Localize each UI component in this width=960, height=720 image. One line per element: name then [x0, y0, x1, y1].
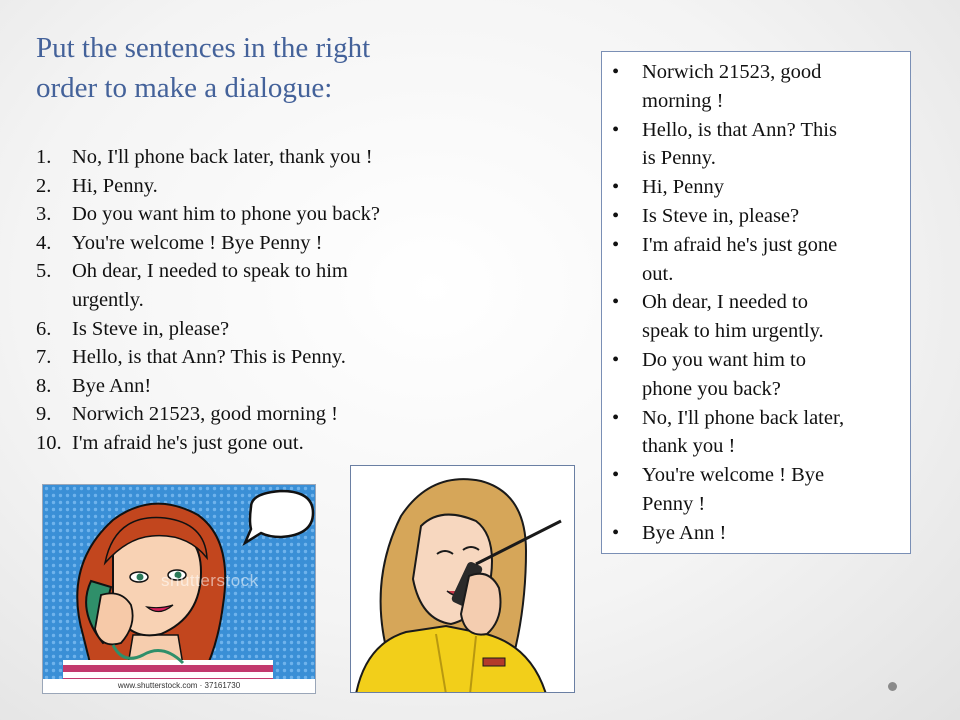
sentence-number: 1.	[36, 146, 52, 168]
woman-with-mobile-phone-image	[350, 465, 575, 693]
sentence-item	[36, 343, 556, 372]
dialogue-line-text: • I'm afraid he's just gone	[642, 233, 838, 256]
sentence-number: 8.	[36, 374, 52, 397]
slide-title	[36, 28, 556, 108]
dialogue-line-text: • Bye Ann !	[642, 521, 727, 544]
pop-art-woman-on-phone-image	[42, 484, 316, 694]
sentence-item	[36, 143, 556, 172]
dialogue-line-text: phone you back?	[642, 377, 781, 400]
dialogue-line-item	[642, 519, 910, 548]
dialogue-line-text: out.	[642, 262, 674, 285]
dialogue-line-item	[642, 346, 910, 404]
dialogue-line-item	[642, 288, 910, 346]
dialogue-line-text: • Oh dear, I needed to	[642, 291, 808, 314]
sentence-number: 7.	[36, 346, 52, 369]
sentence-item	[36, 372, 556, 401]
slide-indicator-dot	[888, 682, 897, 691]
title-line-1: Put the sentences in the right	[36, 32, 371, 64]
dialogue-line-text: is Penny.	[642, 147, 716, 170]
watermark-text: shutterstock	[161, 571, 259, 590]
dialogue-line-item	[642, 461, 910, 519]
sentence-item	[36, 400, 556, 429]
sentence-item	[36, 200, 556, 229]
dialogue-line-item	[642, 58, 910, 116]
dialogue-line-text: • Is Steve in, please?	[642, 204, 800, 227]
scrambled-sentence-list	[36, 143, 556, 458]
dialogue-line-text: • Hi, Penny	[642, 176, 724, 199]
dialogue-line-text: speak to him urgently.	[642, 320, 824, 343]
sentence-item	[36, 257, 556, 314]
sentence-text: No, I'll phone back later, thank you !	[72, 146, 373, 168]
dialogue-line-text: morning !	[642, 89, 724, 112]
sentence-text: Norwich 21523, good morning !	[72, 403, 338, 426]
sentence-text: Bye Ann!	[72, 374, 152, 397]
sentence-number: 2.	[36, 174, 52, 197]
dialogue-line-item	[642, 202, 910, 231]
dialogue-line-text: • Norwich 21523, good	[642, 61, 822, 83]
sentence-text: Oh dear, I needed to speak to him	[72, 260, 348, 283]
dialogue-line-text: • No, I'll phone back later,	[642, 406, 845, 429]
sentence-text: You're welcome ! Bye Penny !	[72, 231, 323, 254]
dialogue-line-text: • Hello, is that Ann? This	[642, 118, 837, 141]
sentence-text: Do you want him to phone you back?	[72, 203, 381, 226]
sentence-text: I'm afraid he's just gone out.	[72, 431, 304, 454]
dialogue-line-text: Penny !	[642, 492, 706, 515]
answer-box	[601, 51, 911, 554]
sentence-item	[36, 429, 556, 458]
dialogue-line-item	[642, 116, 910, 174]
sentence-item	[36, 315, 556, 344]
dialogue-line-item	[642, 173, 910, 202]
sentence-text: Hi, Penny.	[72, 174, 158, 197]
sentence-item	[36, 172, 556, 201]
sentence-item	[36, 229, 556, 258]
dialogue-line-text: thank you !	[642, 435, 736, 458]
sentence-text: Hello, is that Ann? This is Penny.	[72, 346, 346, 369]
sentence-text: urgently.	[72, 288, 144, 311]
dialogue-line-item	[642, 231, 910, 289]
sentence-number: 5.	[36, 260, 52, 283]
sentence-text: Is Steve in, please?	[72, 317, 230, 340]
dialogue-line-text: • Do you want him to	[642, 348, 806, 371]
sentence-number: 9.	[36, 403, 52, 426]
sentence-number: 3.	[36, 203, 52, 226]
title-line-2: order to make a dialogue:	[36, 72, 333, 104]
dialogue-line-item	[642, 404, 910, 462]
phone-woman-illustration	[351, 466, 575, 693]
sentence-number: 10.	[36, 431, 62, 454]
sentence-number: 6.	[36, 317, 52, 340]
image-caption: www.shutterstock.com · 37161730	[43, 679, 315, 693]
dialogue-line-text: • You're welcome ! Bye	[642, 464, 825, 487]
sentence-number: 4.	[36, 231, 52, 254]
ordered-dialogue-list	[642, 58, 910, 548]
